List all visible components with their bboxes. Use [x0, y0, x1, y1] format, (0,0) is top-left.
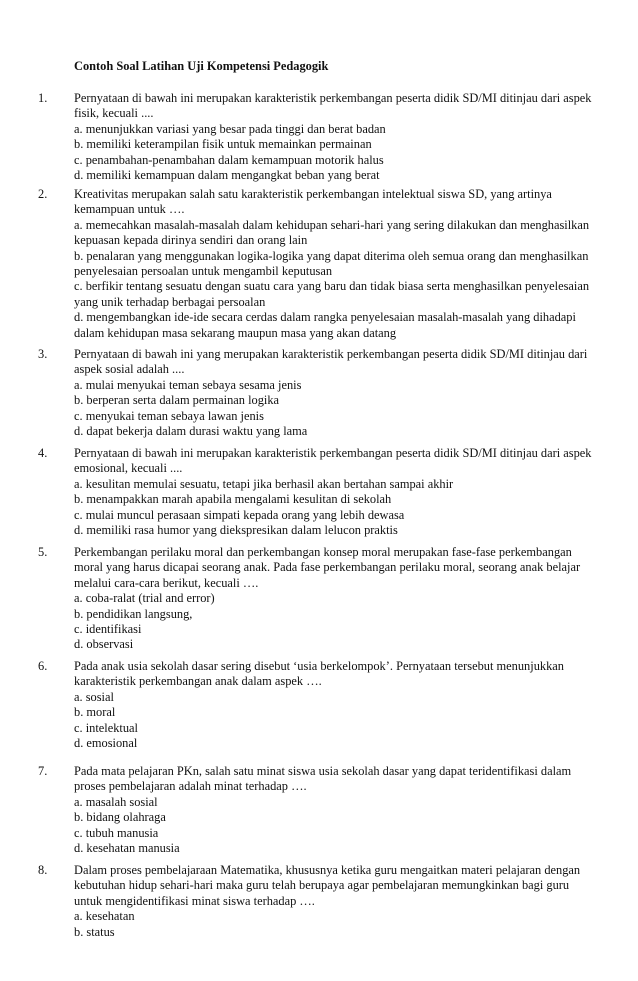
question-text: Pernyataan di bawah ini merupakan karakteristik perkembangan peserta didik SD/MI ditinjau dari aspek emosional, kecuali ....	[74, 446, 592, 476]
option-a: a. kesehatan	[74, 909, 135, 924]
option-b: b. moral	[74, 705, 116, 720]
option-b: b. memiliki keterampilan fisik untuk memainkan permainan	[74, 137, 372, 152]
option-b: b. status	[74, 924, 115, 939]
option-c: c. menyukai teman sebaya lawan jenis	[74, 408, 264, 423]
option-c: c. tubuh manusia	[74, 825, 159, 840]
option-a: a. menunjukkan variasi yang besar pada tinggi dan berat badan	[74, 121, 386, 136]
option-d: d. memiliki kemampuan dalam mengangkat beban yang berat	[74, 168, 380, 183]
option-c: c. intelektual	[74, 720, 138, 735]
question-text: Perkembangan perilaku moral dan perkembangan konsep moral merupakan fase-fase perkembangan moral yang harus dicapai seorang anak. Pada fase perkembangan perilaku moral, seorang anak belajar melalui cara-cara berikut, kecuali ….	[74, 545, 581, 590]
question-7	[38, 764, 598, 856]
option-b: b. pendidikan langsung,	[74, 606, 193, 621]
option-d: d. observasi	[74, 637, 134, 652]
option-a: a. coba-ralat (trial and error)	[74, 591, 215, 606]
question-text: Pada anak usia sekolah dasar sering disebut ‘usia berkelompok’. Pernyataan tersebut menunjukkan karakteristik perkembangan anak dalam aspek ….	[74, 659, 564, 689]
option-c: c. berfikir tentang sesuatu dengan suatu cara yang baru dan tidak biasa serta menghasilkan penyelesaian yang unik terhadap berbagai persoalan	[74, 279, 590, 309]
document-title: Contoh Soal Latihan Uji Kompetensi Pedagogik	[74, 59, 329, 73]
option-a: a. memecahkan masalah-masalah dalam kehidupan sehari-hari yang sering dilakukan dan menghasilkan kepuasan kepada dirinya sendiri dan orang lain	[74, 217, 590, 248]
question-2	[38, 187, 598, 341]
question-text: Pernyataan di bawah ini yang merupakan karakteristik perkembangan peserta didik SD/MI ditinjau dari aspek sosial adalah ....	[74, 347, 588, 377]
option-b: b. bidang olahraga	[74, 810, 166, 825]
question-stem	[38, 764, 598, 795]
question-8	[38, 863, 598, 940]
question-number: 7.	[38, 764, 48, 778]
option-d: d. dapat bekerja dalam durasi waktu yang lama	[74, 424, 308, 439]
option-d: d. emosional	[74, 736, 138, 751]
option-a: a. masalah sosial	[74, 794, 158, 809]
option-a: a. kesulitan memulai sesuatu, tetapi jika berhasil akan bertahan sampai akhir	[74, 476, 454, 491]
question-text: Kreativitas merupakan salah satu karakteristik perkembangan intelektual siswa SD, yang artinya kemampuan untuk ….	[74, 187, 552, 217]
question-text: Pernyataan di bawah ini merupakan karakteristik perkembangan peserta didik SD/MI ditinjau dari aspek fisik, kecuali ....	[74, 91, 592, 121]
question-stem	[38, 863, 598, 909]
question-text: Dalam proses pembelajaraan Matematika, khususnya ketika guru mengaitkan materi pelajaran dengan kebutuhan hidup sehari-hari maka guru telah berupaya agar pembelajaran memungkinkan bagi guru untuk mengidentifikasi minat siswa terhadap ….	[74, 863, 581, 908]
option-b: b. menampakkan marah apabila mengalami kesulitan di sekolah	[74, 492, 392, 507]
question-number: 2.	[38, 187, 48, 201]
option-a: a. sosial	[74, 689, 114, 704]
question-stem	[38, 446, 598, 477]
question-number: 1.	[38, 91, 48, 105]
option-c: c. penambahan-penambahan dalam kemampuan motorik halus	[74, 152, 384, 167]
question-number: 5.	[38, 545, 48, 559]
question-stem	[38, 545, 598, 591]
option-d: d. memiliki rasa humor yang diekspresikan dalam lelucon praktis	[74, 523, 398, 538]
option-b: b. penalaran yang menggunakan logika-logika yang dapat diterima oleh semua orang dan menghasilkan penyelesaian persoalan untuk mengambil keputusan	[74, 248, 589, 279]
question-number: 6.	[38, 659, 48, 673]
question-4	[38, 446, 598, 538]
question-number: 8.	[38, 863, 48, 877]
question-6	[38, 659, 598, 751]
question-text: Pada mata pelajaran PKn, salah satu minat siswa usia sekolah dasar yang dapat teridentifikasi dalam proses pembelajaran adalah minat terhadap ….	[74, 764, 572, 794]
question-5	[38, 545, 598, 653]
question-stem	[38, 91, 598, 122]
question-stem	[38, 659, 598, 690]
question-number: 4.	[38, 446, 48, 460]
question-number: 3.	[38, 347, 48, 361]
question-stem	[38, 187, 598, 218]
option-b: b. berperan serta dalam permainan logika	[74, 393, 280, 408]
option-d: d. kesehatan manusia	[74, 841, 180, 856]
question-stem	[38, 347, 598, 378]
question-3	[38, 347, 598, 439]
option-c: c. identifikasi	[74, 622, 142, 637]
option-d: d. mengembangkan ide-ide secara cerdas dalam rangka penyelesaian masalah-masalah yang dihadapi dalam kehidupan masa sekarang maupun masa yang akan datang	[74, 310, 576, 340]
option-c: c. mulai muncul perasaan simpati kepada orang yang lebih dewasa	[74, 507, 405, 522]
option-a: a. mulai menyukai teman sebaya sesama jenis	[74, 377, 302, 392]
question-1	[38, 91, 598, 183]
